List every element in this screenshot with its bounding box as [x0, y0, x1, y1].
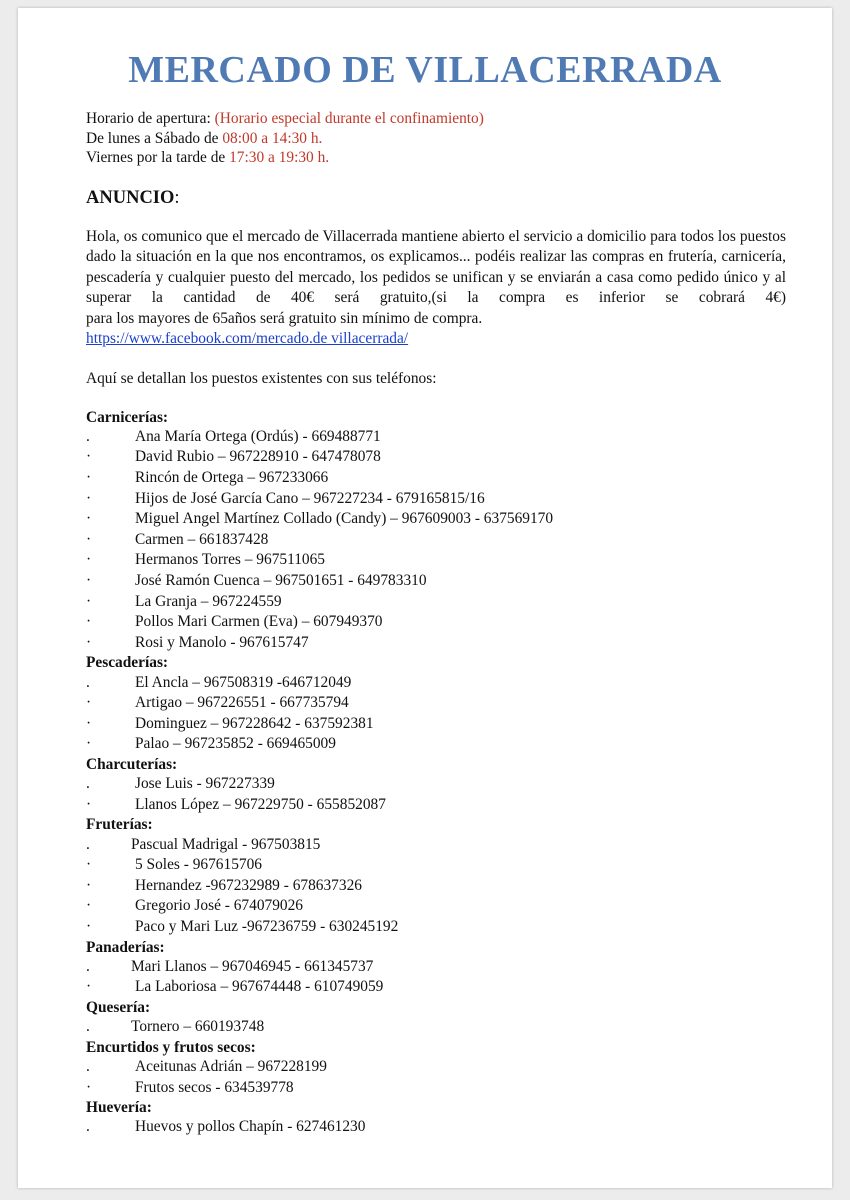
- stall-list-item: [86, 917, 786, 938]
- announcement-paragraph: [86, 227, 786, 351]
- stall-list-item: [86, 855, 786, 876]
- bullet-mark: ·: [86, 694, 92, 712]
- stall-entry-text: Jose Luis - 967227339: [135, 775, 275, 793]
- announcement-heading-text: ANUNCIO: [86, 187, 175, 208]
- stall-list-item: [86, 835, 786, 856]
- bullet-mark: ·: [86, 448, 92, 466]
- announcement-text: Hola, os comunico que el mercado de Villacerrada mantiene abierto el servicio a domicilio para todos los puestos dado la situación en la que nos encontramos, os explicamos... podéis realizar las compras en frutería, carnicería, pescadería y cualquier puesto del mercado, los pedidos se unifican y se enviarán a casa como pedido único y al superar la cantidad de 40€ será gratuito,(si la compra es inferior se cobrará 4€): [86, 227, 786, 307]
- announcement-heading-colon: :: [174, 187, 180, 208]
- bullet-mark: ·: [86, 489, 92, 507]
- stall-list-item: [86, 612, 786, 633]
- stall-entry-text: Ana María Ortega (Ordús) - 669488771: [135, 427, 381, 445]
- bullet-mark: .: [86, 775, 90, 793]
- category-heading: Panaderías:: [86, 938, 165, 956]
- stall-list-item: [86, 468, 786, 489]
- stall-list-item: [86, 509, 786, 530]
- bullet-mark: ·: [86, 917, 92, 935]
- category-heading: Huevería:: [86, 1099, 152, 1117]
- stall-entry-text: Rosi y Manolo - 967615747: [135, 633, 309, 651]
- stall-entry-text: Miguel Angel Martínez Collado (Candy) – 967609003 - 637569170: [135, 510, 554, 528]
- stall-list-item: [86, 714, 786, 735]
- facebook-link[interactable]: https://www.facebook.com/mercado.de villacerrada/: [86, 330, 409, 348]
- bullet-mark: .: [86, 835, 90, 853]
- category-heading: Charcuterías:: [86, 755, 178, 773]
- stall-entry-text: Dominguez – 967228642 - 637592381: [135, 714, 374, 732]
- bullet-mark: ·: [86, 530, 92, 548]
- bullet-mark: ·: [86, 551, 92, 569]
- weekday-hours-time: 08:00 a 14:30 h.: [222, 129, 323, 147]
- stall-list-item: [86, 795, 786, 816]
- announcement-text-end: para los mayores de 65años será gratuito sin mínimo de compra.: [86, 309, 483, 327]
- stall-list-item: [86, 427, 786, 448]
- bullet-mark: ·: [86, 633, 92, 651]
- bullet-mark: ·: [86, 735, 92, 753]
- stall-list-item: [86, 633, 786, 654]
- stall-entry-text: Pollos Mari Carmen (Eva) – 607949370: [135, 613, 383, 631]
- bullet-mark: ·: [86, 978, 92, 996]
- stall-entry-text: Llanos López – 967229750 - 655852087: [135, 795, 386, 813]
- bullet-mark: .: [86, 1018, 90, 1036]
- bullet-mark: ·: [86, 897, 92, 915]
- bullet-mark: .: [86, 957, 90, 975]
- bullet-mark: ·: [86, 876, 92, 894]
- stall-list-item: [86, 530, 786, 551]
- stall-entry-text: Hernandez -967232989 - 678637326: [135, 876, 362, 894]
- stall-entry-text: Tornero – 660193748: [131, 1018, 265, 1036]
- document-page: [18, 8, 832, 1188]
- stall-entry-text: Artigao – 967226551 - 667735794: [135, 694, 349, 712]
- stall-entry-text: José Ramón Cuenca – 967501651 - 649783310: [135, 572, 427, 590]
- stall-list-item: [86, 693, 786, 714]
- opening-hours-note: (Horario especial durante el confinamiento): [214, 110, 484, 127]
- bullet-mark: ·: [86, 592, 92, 610]
- friday-hours-label: Viernes por la tarde de: [86, 149, 226, 166]
- bullet-mark: ·: [86, 613, 92, 631]
- document-content: [86, 109, 786, 1138]
- bullet-mark: ·: [86, 856, 92, 874]
- category-heading: Carnicerías:: [86, 408, 169, 426]
- opening-hours-label: Horario de apertura:: [86, 110, 211, 127]
- stall-list-item: [86, 1117, 786, 1138]
- weekday-hours-label: De lunes a Sábado de: [86, 129, 219, 147]
- category-heading: Fruterías:: [86, 816, 153, 834]
- bullet-mark: .: [86, 1057, 90, 1075]
- stalls-intro: Aquí se detallan los puestos existentes con sus teléfonos:: [86, 370, 437, 388]
- stall-list-item: [86, 447, 786, 468]
- bullet-mark: ·: [86, 572, 92, 590]
- bullet-mark: ·: [86, 795, 92, 813]
- stall-entry-text: Paco y Mari Luz -967236759 - 630245192: [135, 917, 399, 935]
- stall-entry-text: Aceitunas Adrián – 967228199: [135, 1057, 327, 1075]
- stall-list-item: [86, 489, 786, 510]
- stall-entry-text: Hijos de José García Cano – 967227234 - 679165815/16: [135, 489, 485, 507]
- stall-entry-text: Hermanos Torres – 967511065: [135, 551, 325, 569]
- stalls-list: [86, 408, 786, 1138]
- bullet-mark: .: [86, 427, 90, 445]
- stall-list-item: [86, 1078, 786, 1099]
- friday-hours-line: [86, 148, 786, 168]
- stall-entry-text: Mari Llanos – 967046945 - 661345737: [131, 957, 374, 975]
- stall-entry-text: Pascual Madrigal - 967503815: [131, 835, 321, 853]
- stall-list-item: [86, 977, 786, 998]
- stall-list-item: [86, 1057, 786, 1078]
- stall-entry-text: La Laboriosa – 967674448 - 610749059: [135, 978, 384, 996]
- weekday-hours-line: [86, 129, 786, 149]
- stall-entry-text: Carmen – 661837428: [135, 530, 269, 548]
- page-title: MERCADO DE VILLACERRADA: [128, 49, 722, 91]
- category-heading: Pescaderías:: [86, 654, 169, 672]
- stall-entry-text: Gregorio José - 674079026: [135, 897, 303, 915]
- stall-list-item: [86, 592, 786, 613]
- bullet-mark: ·: [86, 1078, 92, 1096]
- stall-entry-text: Rincón de Ortega – 967233066: [135, 469, 329, 487]
- bullet-mark: ·: [86, 714, 92, 732]
- stall-entry-text: David Rubio – 967228910 - 647478078: [135, 448, 381, 466]
- stall-entry-text: Frutos secos - 634539778: [135, 1078, 294, 1096]
- bullet-mark: .: [86, 673, 90, 691]
- stall-list-item: [86, 734, 786, 755]
- stall-entry-text: 5 Soles - 967615706: [135, 856, 262, 874]
- stall-list-item: [86, 876, 786, 897]
- stall-list-item: [86, 571, 786, 592]
- stall-list-item: [86, 957, 786, 978]
- stall-list-item: [86, 896, 786, 917]
- category-heading: Quesería:: [86, 998, 151, 1016]
- stall-entry-text: La Granja – 967224559: [135, 592, 282, 610]
- stall-entry-text: El Ancla – 967508319 -646712049: [135, 673, 352, 691]
- stall-list-item: [86, 1017, 786, 1038]
- bullet-mark: ·: [86, 469, 92, 487]
- stall-entry-text: Palao – 967235852 - 669465009: [135, 735, 336, 753]
- friday-hours-time: 17:30 a 19:30 h.: [229, 149, 330, 166]
- stall-list-item: [86, 774, 786, 795]
- stall-entry-text: Huevos y pollos Chapín - 627461230: [135, 1118, 366, 1136]
- bullet-mark: .: [86, 1118, 90, 1136]
- bullet-mark: ·: [86, 510, 92, 528]
- stall-list-item: [86, 673, 786, 694]
- category-heading: Encurtidos y frutos secos:: [86, 1038, 256, 1056]
- opening-hours-line: [86, 109, 786, 129]
- announcement-heading: [86, 186, 786, 210]
- stall-list-item: [86, 550, 786, 571]
